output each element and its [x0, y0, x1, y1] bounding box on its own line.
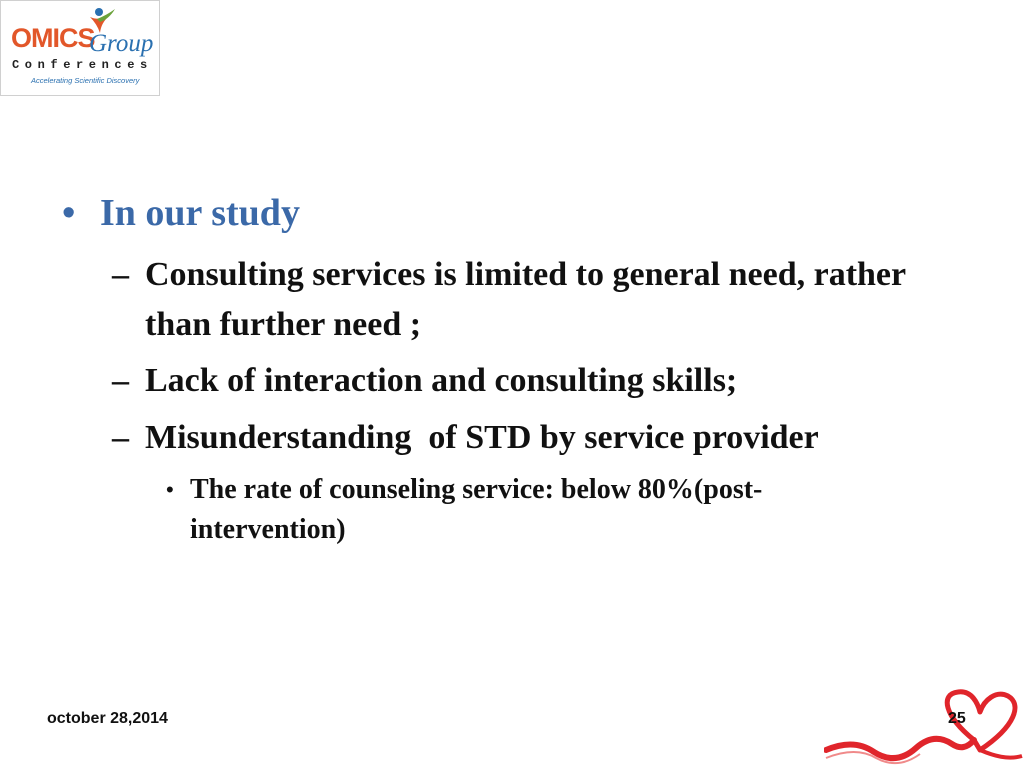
list-item [112, 250, 972, 350]
point-text: Misunderstanding of STD by service provider [145, 419, 819, 456]
omics-group-logo [0, 0, 160, 96]
list-item [112, 413, 972, 463]
subpoint-text: The rate of counseling service: below 80%(post-intervention) [190, 474, 763, 545]
bullet-icon: • [62, 192, 76, 234]
dash-icon: – [112, 419, 129, 456]
logo-subtitle: Conferences [12, 58, 153, 72]
point-text: Lack of interaction and consulting skills; [145, 362, 738, 399]
slide-heading: In our study [100, 192, 300, 234]
logo-tagline: Accelerating Scientific Discovery [31, 76, 140, 85]
list-item [112, 356, 972, 406]
footer-date: october 28,2014 [47, 710, 168, 727]
logo-brand-suffix: Group [89, 30, 154, 57]
page-number: 25 [948, 710, 966, 727]
sub-list-item [166, 470, 926, 550]
logo-brand: OMICS [11, 23, 95, 53]
dash-icon: – [112, 256, 129, 293]
heart-ribbon-icon [824, 686, 1024, 768]
point-text: Consulting services is limited to general need, rather than further need ; [145, 256, 906, 343]
bullet-icon: • [166, 477, 174, 502]
dash-icon: – [112, 362, 129, 399]
